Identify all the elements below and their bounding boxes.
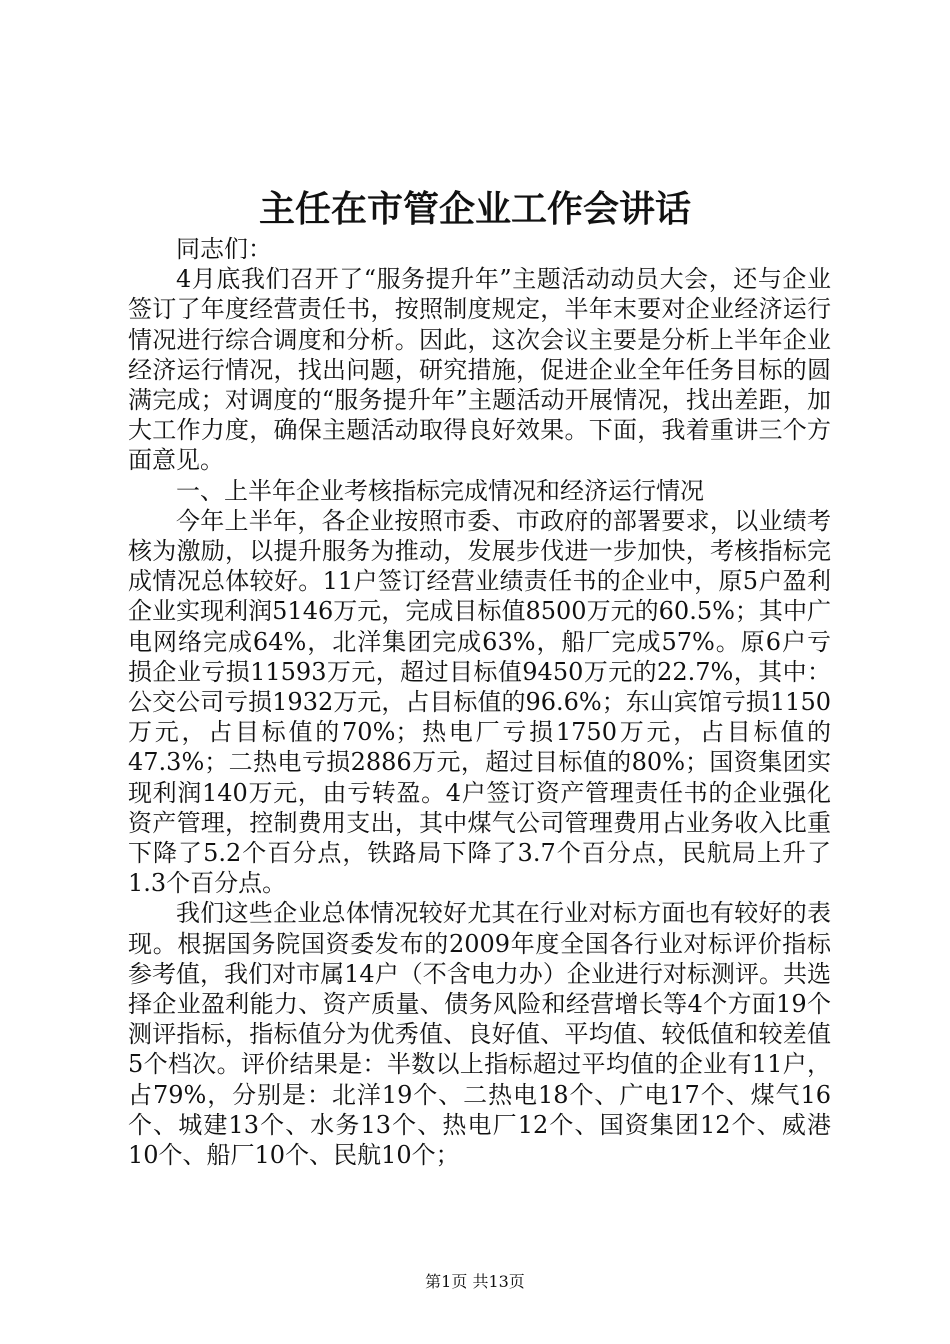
paragraph-benchmark: 我们这些企业总体情况较好尤其在行业对标方面也有较好的表现。根据国务院国资委发布的2009年度全国各行业对标评价指标参考值，我们对市属14户（不含电力办）企业进行对标测评。共选择企业盈利能力、资产质量、债务风险和经营增长等4个方面19个测评指标，指标值分为优秀值、良好值、平均值、较低值和较差值5个档次。评价结果是：半数以上指标超过平均值的企业有11户，占79%，分别是：北洋19个、二热电18个、广电17个、煤气16个、城建13个、水务13个、热电厂12个、国资集团12个、威港10个、船厂10个、民航10个；	[128, 899, 831, 1170]
document-body	[128, 234, 831, 1170]
document-title: 主任在市管企业工作会讲话	[258, 188, 691, 230]
paragraph-salutation: 同志们：	[176, 235, 272, 263]
paragraph-intro: 4月底我们召开了“服务提升年”主题活动动员大会，还与企业签订了年度经营责任书，按照制度规定，半年末要对企业经济运行情况进行综合调度和分析。因此，这次会议主要是分析上半年企业经济运行情况，找出问题，研究措施，促进企业全年任务目标的圆满完成；对调度的“服务提升年”主题活动开展情况，找出差距，加大工作力度，确保主题活动取得良好效果。下面，我着重讲三个方面意见。	[128, 265, 831, 475]
page-number-footer: 第1页 共13页	[425, 1272, 525, 1291]
section-heading-1: 一、上半年企业考核指标完成情况和经济运行情况	[176, 476, 704, 505]
paragraph-performance: 今年上半年，各企业按照市委、市政府的部署要求，以业绩考核为激励，以提升服务为推动，发展步伐进一步加快，考核指标完成情况总体较好。11户签订经营业绩责任书的企业中，原5户盈利企业实现利润5146万元，完成目标值8500万元的60.5%；其中广电网络完成64%，北洋集团完成63%，船厂完成57%。原6户亏损企业亏损11593万元，超过目标值9450万元的22.7%，其中：公交公司亏损1932万元，占目标值的96.6%；东山宾馆亏损1150万元，占目标值的70%；热电厂亏损1750万元，占目标值的47.3%；二热电亏损2886万元，超过目标值的80%；国资集团实现利润140万元，由亏转盈。4户签订资产管理责任书的企业强化资产管理，控制费用支出，其中煤气公司管理费用占业务收入比重下降了5.2个百分点，铁路局下降了3.7个百分点，民航局上升了1.3个百分点。	[128, 506, 831, 898]
